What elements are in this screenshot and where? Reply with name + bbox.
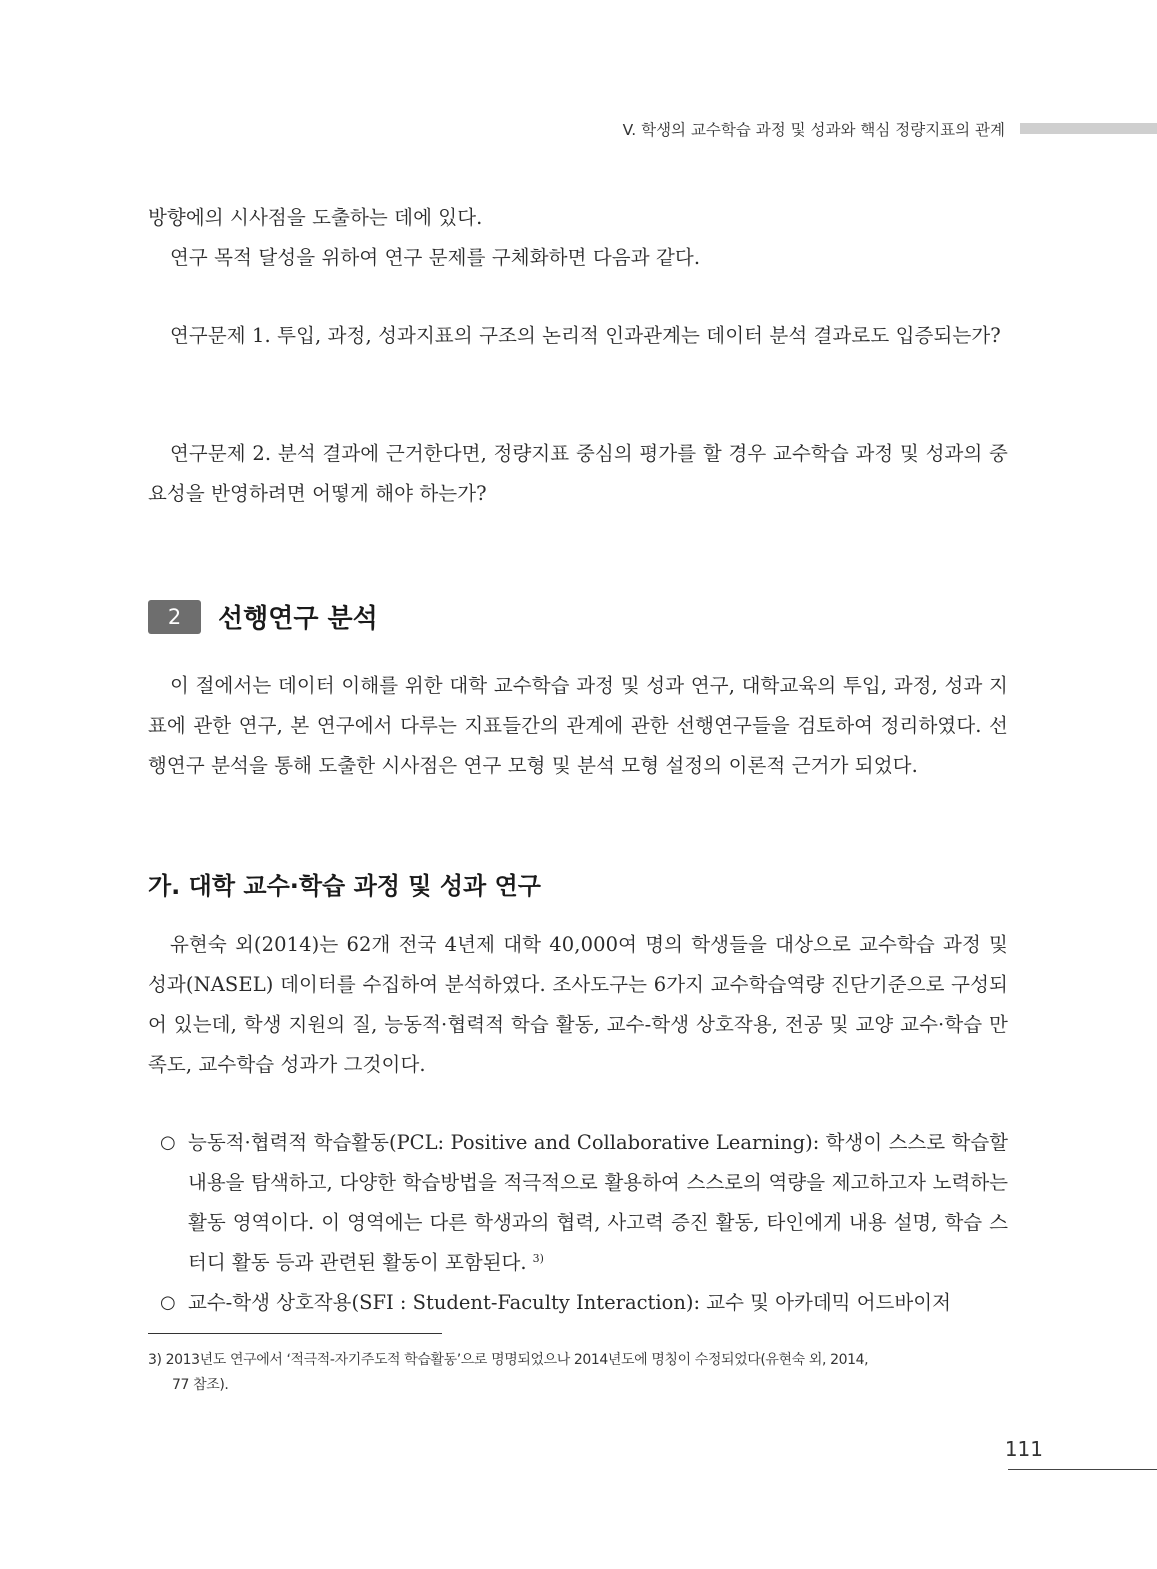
research-question-1-text: 연구문제 1. 투입, 과정, 성과지표의 구조의 논리적 인과관계는 데이터 분석 결과로도 입증되는가?	[170, 324, 1001, 347]
list-item	[160, 1123, 1008, 1283]
footnote-reference[interactable]: 3)	[532, 1251, 544, 1265]
bullet-circle-icon: ○	[160, 1292, 176, 1313]
bullet-text-pcl: 능동적·협력적 학습활동(PCL: Positive and Collaborative Learning): 학생이 스스로 학습할 내용을 탐색하고, 다양한 학습방법을 적극적으로 활용하여 스스로의 역량을 제고하고자 노력하는 활동 영역이다. 이 영역에는 다른 학생과의 협력, 사고력 증진 활동, 타인에게 내용 설명, 학습 스터디 활동 등과 관련된 활동이 포함된다.	[188, 1131, 1008, 1274]
intro-block	[148, 198, 1008, 278]
section-number-badge: 2	[148, 600, 201, 634]
subsection-paragraph: 유현숙 외(2014)는 62개 전국 4년제 대학 40,000여 명의 학생들을 대상으로 교수학습 과정 및 성과(NASEL) 데이터를 수집하여 분석하였다. 조사도구는 6가지 교수학습역량 진단기준으로 구성되어 있는데, 학생 지원의 질, 능동적·협력적 학습 활동, 교수-학생 상호작용, 전공 및 교양 교수·학습 만족도, 교수학습 성과가 그것이다.	[148, 933, 1008, 1076]
intro-paragraph-2: 연구 목적 달성을 위하여 연구 문제를 구체화하면 다음과 같다.	[170, 246, 701, 269]
page-number-rule	[1008, 1469, 1157, 1470]
bullet-text-sfi: 교수-학생 상호작용(SFI : Student-Faculty Interaction): 교수 및 아카데믹 어드바이저	[188, 1291, 951, 1314]
footnote-line-1: 3) 2013년도 연구에서 ‘적극적-자기주도적 학습활동’으로 명명되었으나 2014년도에 명칭이 수정되었다(유현숙 외, 2014,	[148, 1352, 869, 1368]
research-question-1	[148, 316, 1008, 356]
list-item	[160, 1283, 1008, 1323]
research-question-2	[148, 434, 1008, 514]
running-header: V. 학생의 교수학습 과정 및 성과와 핵심 정량지표의 관계	[622, 121, 1005, 139]
footnote-separator	[148, 1333, 442, 1334]
section-title: 선행연구 분석	[218, 604, 378, 634]
subsection-body	[148, 925, 1008, 1085]
research-question-2-text: 연구문제 2. 분석 결과에 근거한다면, 정량지표 중심의 평가를 할 경우 교수학습 과정 및 성과의 중요성을 반영하려면 어떻게 해야 하는가?	[148, 442, 1008, 505]
section-intro	[148, 666, 1008, 786]
page-number: 111	[1004, 1437, 1043, 1461]
section-heading	[148, 598, 378, 635]
bullet-circle-icon: ○	[160, 1132, 176, 1153]
footnote	[148, 1348, 1008, 1398]
bullet-list	[160, 1123, 1008, 1323]
intro-paragraph-1: 방향에의 시사점을 도출하는 데에 있다.	[148, 206, 483, 229]
header-decoration-bar	[1020, 123, 1157, 134]
section-paragraph: 이 절에서는 데이터 이해를 위한 대학 교수학습 과정 및 성과 연구, 대학교육의 투입, 과정, 성과 지표에 관한 연구, 본 연구에서 다루는 지표들간의 관계에 관한 선행연구들을 검토하여 정리하였다. 선행연구 분석을 통해 도출한 시사점은 연구 모형 및 분석 모형 설정의 이론적 근거가 되었다.	[148, 674, 1008, 777]
footnote-line-2: 77 참조).	[172, 1377, 229, 1393]
subsection-title: 가. 대학 교수·학습 과정 및 성과 연구	[148, 872, 541, 900]
